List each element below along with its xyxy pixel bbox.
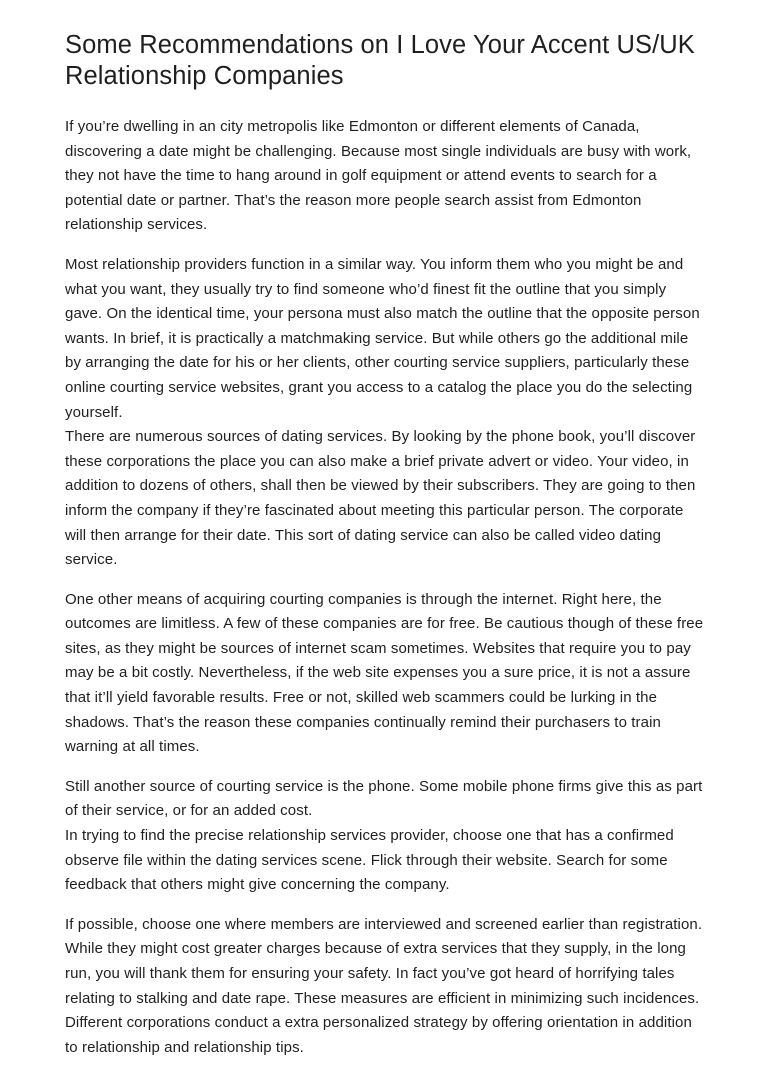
paragraph: There are numerous sources of dating services. By looking by the phone book, you’ll discover these corporations the place you can also make a brief private advert or video. Your video, in addition to dozens of others, shall then be viewed by their subscribers. They are going to then inform the company if they’re fascinated about meeting this particular person. The corporate will then arrange for their date. This sort of dating service can also be called video dating service. <box>65 428 696 569</box>
paragraph-block <box>65 913 707 1061</box>
paragraph: Still another source of courting service is the phone. Some mobile phone firms give this as part of their service, or for an added cost. <box>65 777 703 820</box>
page-title <box>65 30 707 92</box>
paragraph: If you’re dwelling in an city metropolis like Edmonton or different elements of Canada, discovering a date might be challenging. Because most single individuals are busy with work, they not have the time to hang around in golf equipment or attend events to search for a potential date or partner. That’s the reason more people search assist from Edmonton relationship services. <box>65 118 692 234</box>
page-title-line-2: Relationship Companies <box>65 62 344 90</box>
paragraph: One other means of acquiring courting companies is through the internet. Right here, the outcomes are limitless. A few of these companies are for free. Be cautious though of these free sites, as they might be sources of internet scam sometimes. Websites that require you to pay may be a bit costly. Nevertheless, if the web site expenses you a sure price, it is not a assure that it’ll yield favorable results. Free or not, skilled web scammers could be lurking in the shadows. That’s the reason these companies continually remind their purchasers to train warning at all times. <box>65 590 704 756</box>
page-title-line-1: Some Recommendations on I Love Your Accent US/UK <box>65 31 695 59</box>
paragraph-block <box>65 253 707 573</box>
paragraph-block <box>65 775 707 898</box>
paragraph: If possible, choose one where members are interviewed and screened earlier than registration. While they might cost greater charges because of extra services that they supply, in the long run, you will thank them for ensuring your safety. In fact you’ve got heard of horrifying tales relating to stalking and date rape. These measures are efficient in minimizing such incidences. Different corporations conduct a extra personalized strategy by offering orientation in addition to relationship and relationship tips. <box>65 915 703 1056</box>
paragraph: In trying to find the precise relationship services provider, choose one that has a confirmed observe file within the dating services scene. Flick through their website. Search for some feedback that others might give concerning the company. <box>65 827 674 894</box>
paragraph: Most relationship providers function in a similar way. You inform them who you might be and what you want, they usually try to find someone who’d finest fit the outline that you simply gave. On the identical time, your persona must also match the outline that the opposite person wants. In brief, it is practically a matchmaking service. But while others go the additional mile by arranging the date for his or her clients, other courting service suppliers, particularly these online courting service websites, grant you access to a catalog the place you do the selecting yourself. <box>65 255 700 421</box>
paragraph-block <box>65 588 707 760</box>
paragraph-block <box>65 115 707 238</box>
document-body <box>65 115 707 1060</box>
